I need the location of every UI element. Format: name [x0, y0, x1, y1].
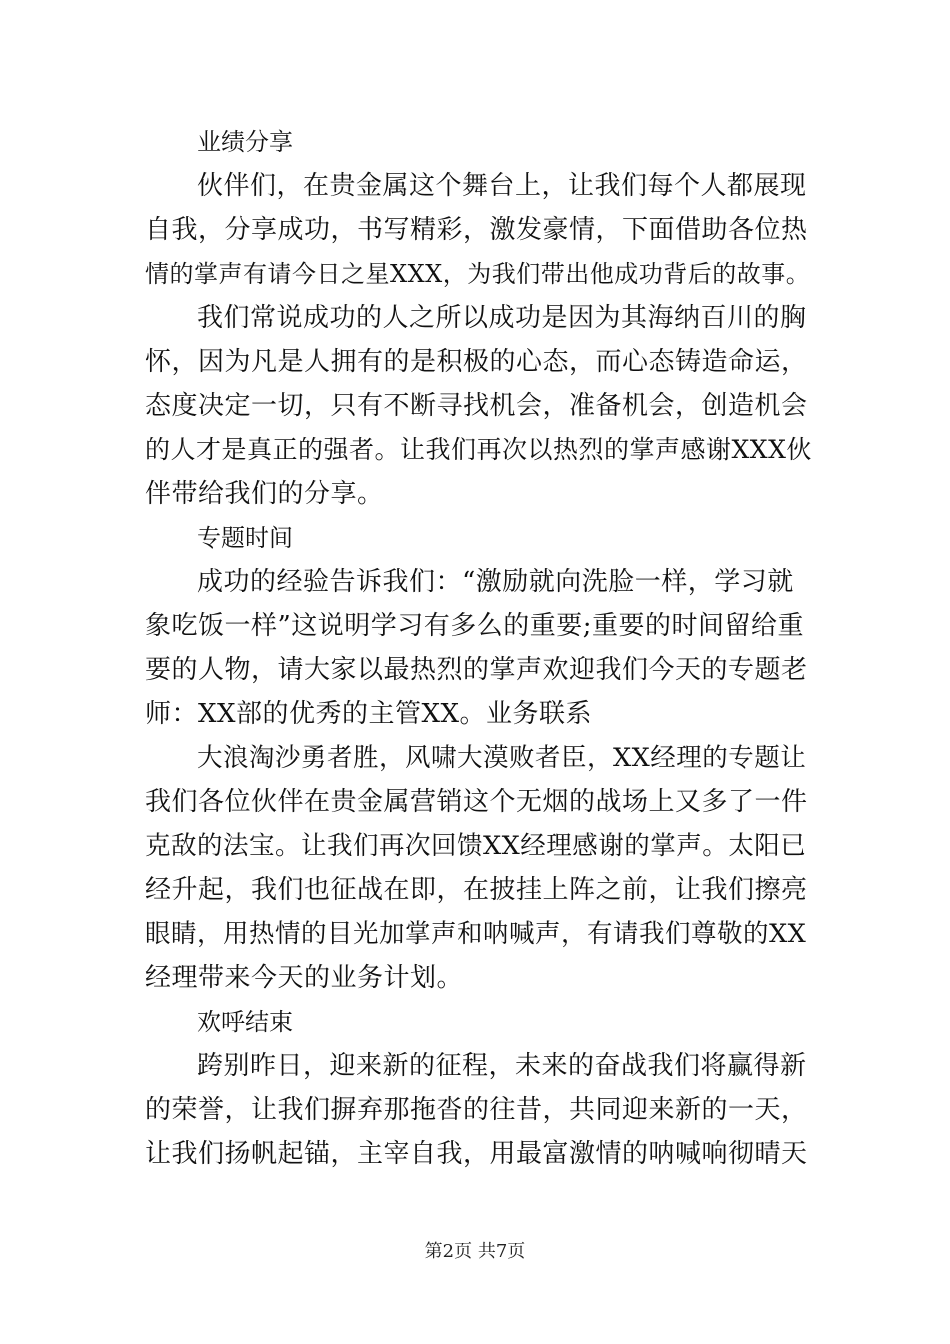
- paragraph: [145, 560, 815, 736]
- text-line: 克敌的法宝。让我们再次回馈XX经理感谢的掌声。太阳已: [145, 831, 807, 861]
- text-line: 经理带来今天的业务计划。: [145, 963, 464, 993]
- text-line: 要的人物，请大家以最热烈的掌声欢迎我们今天的专题老: [145, 655, 808, 685]
- document-body: [145, 120, 815, 1176]
- page-number: 第2页 共7页: [424, 1241, 526, 1262]
- text-line: 大浪淘沙勇者胜，风啸大漠败者臣，XX经理的专题让: [197, 743, 807, 773]
- text-line: 的荣誉，让我们摒弃那拖沓的往昔，共同迎来新的一天，: [145, 1095, 808, 1125]
- text-line: 我们常说成功的人之所以成功是因为其海纳百川的胸: [197, 303, 807, 333]
- text-line: 让我们扬帆起锚，主宰自我，用最富激情的呐喊响彻晴天: [145, 1139, 808, 1169]
- text-line: 经升起，我们也征战在即，在披挂上阵之前，让我们擦亮: [145, 875, 808, 905]
- text-line: 象吃饭一样”这说明学习有多么的重要;重要的时间留给重: [145, 611, 805, 641]
- text-line: 怀，因为凡是人拥有的是积极的心态，而心态铸造命运，: [145, 347, 808, 377]
- section-heading: 专题时间: [197, 524, 293, 552]
- paragraph: [145, 1044, 815, 1176]
- text-line: 情的掌声有请今日之星XXX，为我们带出他成功背后的故事。: [145, 260, 811, 288]
- text-line: 眼睛，用热情的目光加掌声和呐喊声，有请我们尊敬的XX: [145, 919, 807, 949]
- paragraph: [145, 296, 815, 516]
- text-line: 我们各位伙伴在贵金属营销这个无烟的战场上又多了一件: [145, 787, 808, 817]
- text-line: 伙伴们，在贵金属这个舞台上，让我们每个人都展现: [197, 171, 807, 201]
- section-heading: 欢呼结束: [197, 1008, 293, 1036]
- text-line: 跨别昨日，迎来新的征程，未来的奋战我们将赢得新: [197, 1051, 807, 1081]
- paragraph: [145, 164, 815, 296]
- text-line: 自我，分享成功，书写精彩，激发豪情，下面借助各位热: [145, 215, 808, 245]
- text-line: 成功的经验告诉我们：“激励就向洗脸一样，学习就: [197, 567, 794, 597]
- section-heading: 业绩分享: [197, 128, 293, 156]
- text-line: 态度决定一切，只有不断寻找机会，准备机会，创造机会: [145, 391, 808, 421]
- text-line: 师：XX部的优秀的主管XX。业务联系: [145, 699, 593, 729]
- paragraph: [145, 736, 815, 1000]
- text-line: 伴带给我们的分享。: [145, 479, 384, 509]
- text-line: 的人才是真正的强者。让我们再次以热烈的掌声感谢XXX伙: [145, 435, 812, 464]
